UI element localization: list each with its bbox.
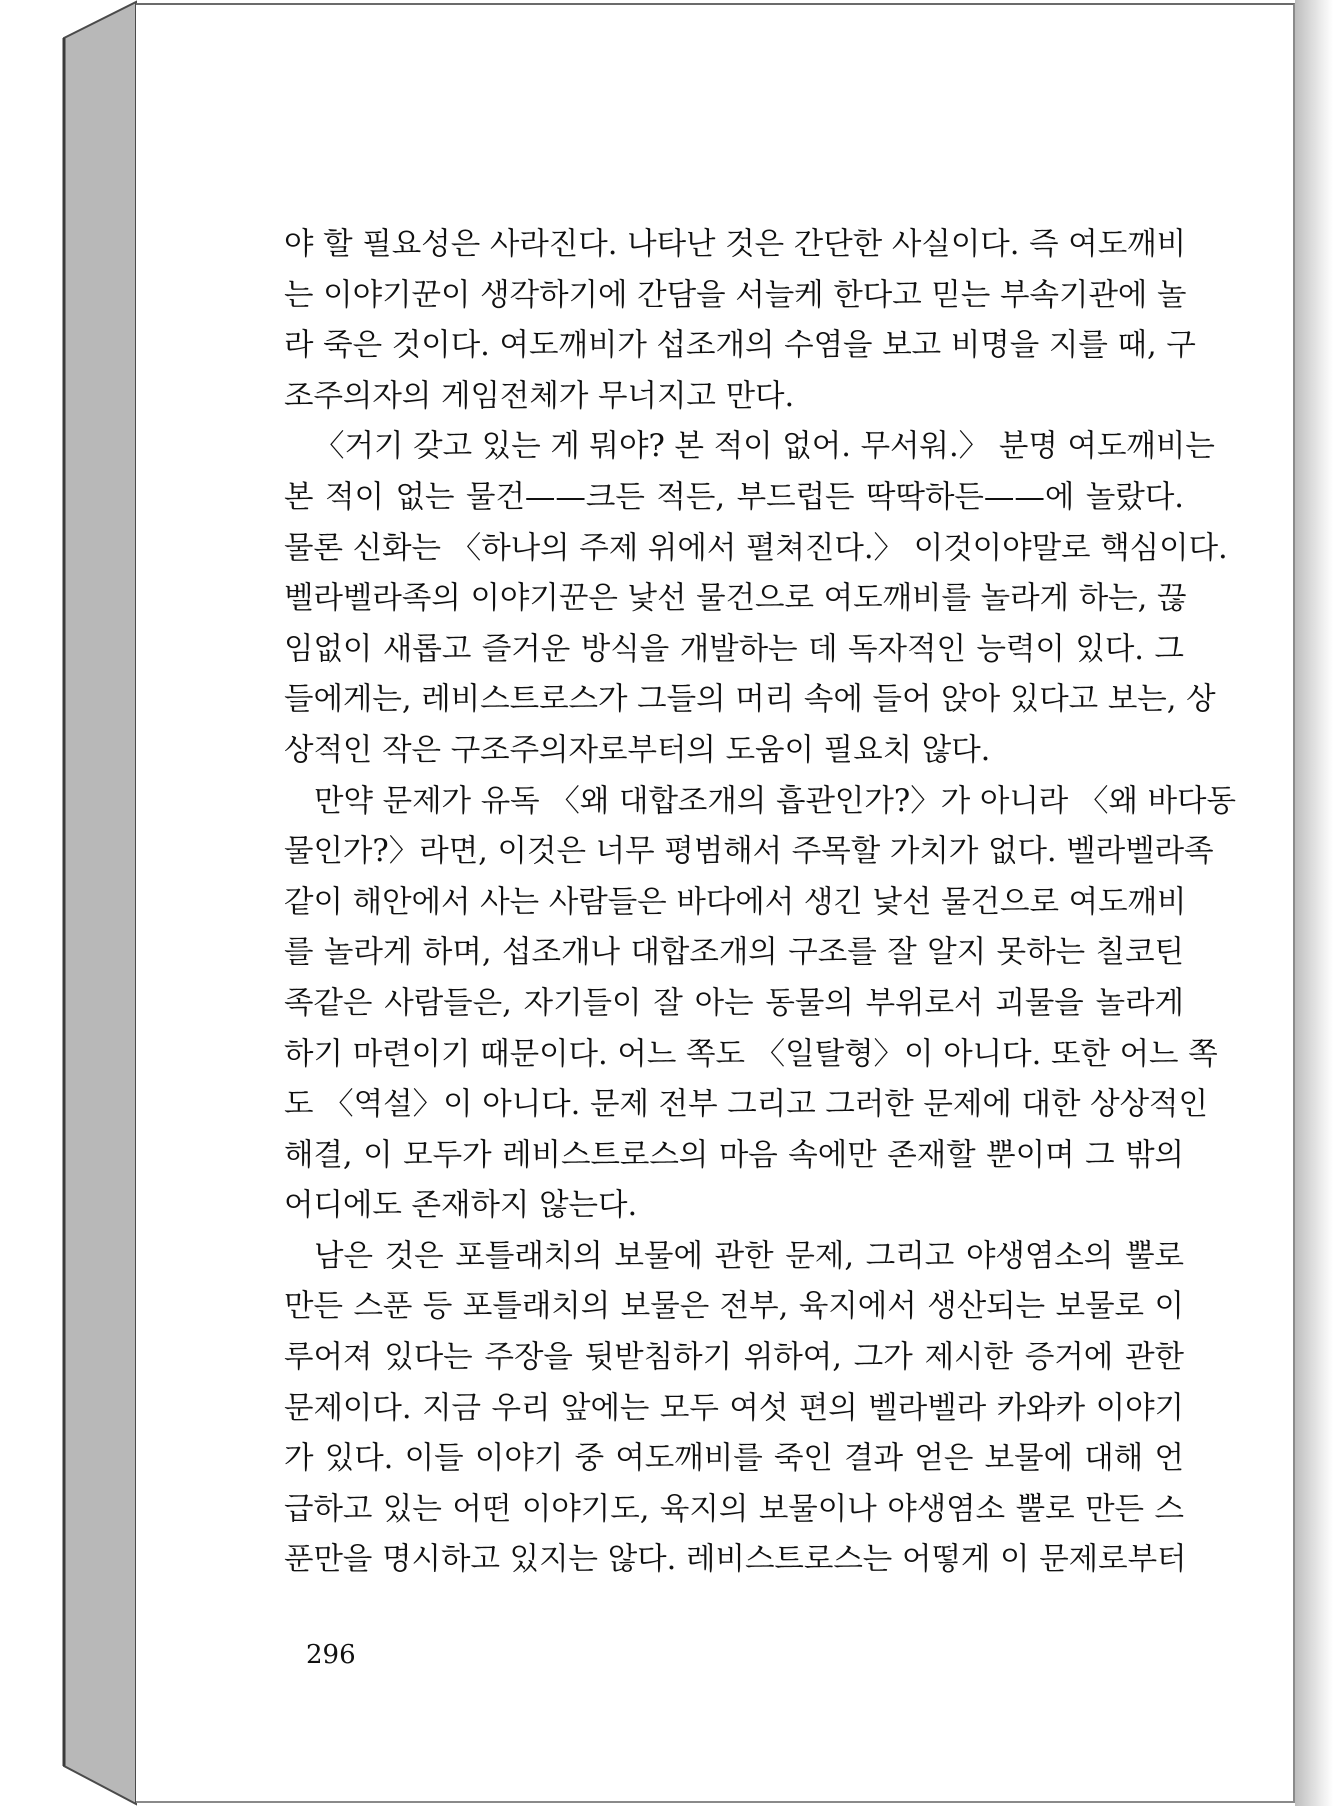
- text-line: 물론 신화는 〈하나의 주제 위에서 펼쳐진다.〉 이것이야말로 핵심이다.: [284, 530, 1228, 566]
- text-line: 를 놀라게 하며, 섭조개나 대합조개의 구조를 잘 알지 못하는 칠코틴: [284, 935, 1184, 971]
- book-edge-drawing: [0, 0, 140, 1806]
- text-line: 푼만을 명시하고 있지는 않다. 레비스트로스는 어떻게 이 문제로부터: [284, 1542, 1187, 1578]
- text-line: 상적인 작은 구조주의자로부터의 도움이 필요치 않다.: [284, 732, 991, 768]
- text-line: 남은 것은 포틀래치의 보물에 관한 문제, 그리고 야생염소의 뿔로: [314, 1238, 1184, 1274]
- text-line: 〈거기 갖고 있는 게 뭐야? 본 적이 없어. 무서워.〉 분명 여도깨비는: [314, 429, 1215, 465]
- text-line: 가 있다. 이들 이야기 중 여도깨비를 죽인 결과 얻은 보물에 대해 언: [284, 1441, 1184, 1477]
- text-line: 만약 문제가 유독 〈왜 대합조개의 흡관인가?〉가 아니라 〈왜 바다동: [314, 783, 1236, 819]
- text-line: 는 이야기꾼이 생각하기에 간담을 서늘케 한다고 믿는 부속기관에 놀: [284, 277, 1187, 313]
- text-line: 하기 마련이기 때문이다. 어느 쪽도 〈일탈형〉이 아니다. 또한 어느 쪽: [284, 1036, 1218, 1072]
- page-shadow: [1295, 0, 1333, 1806]
- text-line: 족같은 사람들은, 자기들이 잘 아는 동물의 부위로서 괴물을 놀라게: [284, 985, 1184, 1021]
- book-edge: [0, 0, 140, 1806]
- text-line: 같이 해안에서 사는 사람들은 바다에서 생긴 낯선 물건으로 여도깨비: [284, 884, 1187, 920]
- text-line: 조주의자의 게임전체가 무너지고 만다.: [284, 378, 795, 414]
- page-text: [284, 220, 1236, 1586]
- text-line: 도 〈역설〉이 아니다. 문제 전부 그리고 그러한 문제에 대한 상상적인: [284, 1087, 1208, 1123]
- text-line: 급하고 있는 어떤 이야기도, 육지의 보물이나 야생염소 뿔로 만든 스: [284, 1491, 1184, 1527]
- text-line: 야 할 필요성은 사라진다. 나타난 것은 간단한 사실이다. 즉 여도깨비: [284, 227, 1187, 262]
- text-line: 임없이 새롭고 즐거운 방식을 개발하는 데 독자적인 능력이 있다. 그: [284, 631, 1184, 667]
- text-line: 만든 스푼 등 포틀래치의 보물은 전부, 육지에서 생산되는 보물로 이: [284, 1289, 1184, 1325]
- text-line: 루어져 있다는 주장을 뒷받침하기 위하여, 그가 제시한 증거에 관한: [284, 1340, 1184, 1376]
- text-line: 어디에도 존재하지 않는다.: [284, 1188, 638, 1224]
- page-number: 296: [306, 1640, 356, 1670]
- text-line: 물인가?〉라면, 이것은 너무 평범해서 주목할 가치가 없다. 벨라벨라족: [284, 834, 1214, 870]
- text-line: 해결, 이 모두가 레비스트로스의 마음 속에만 존재할 뿐이며 그 밖의: [284, 1137, 1184, 1173]
- text-line: 들에게는, 레비스트로스가 그들의 머리 속에 들어 앉아 있다고 보는, 상: [284, 682, 1216, 718]
- text-line: 본 적이 없는 물건——크든 적든, 부드럽든 딱딱하든——에 놀랐다.: [284, 479, 1184, 515]
- text-line: 라 죽은 것이다. 여도깨비가 섭조개의 수염을 보고 비명을 지를 때, 구: [284, 328, 1196, 364]
- text-line: 벨라벨라족의 이야기꾼은 낯선 물건으로 여도깨비를 놀라게 하는, 끊: [284, 581, 1187, 617]
- text-line: 문제이다. 지금 우리 앞에는 모두 여섯 편의 벨라벨라 카와카 이야기: [284, 1390, 1184, 1426]
